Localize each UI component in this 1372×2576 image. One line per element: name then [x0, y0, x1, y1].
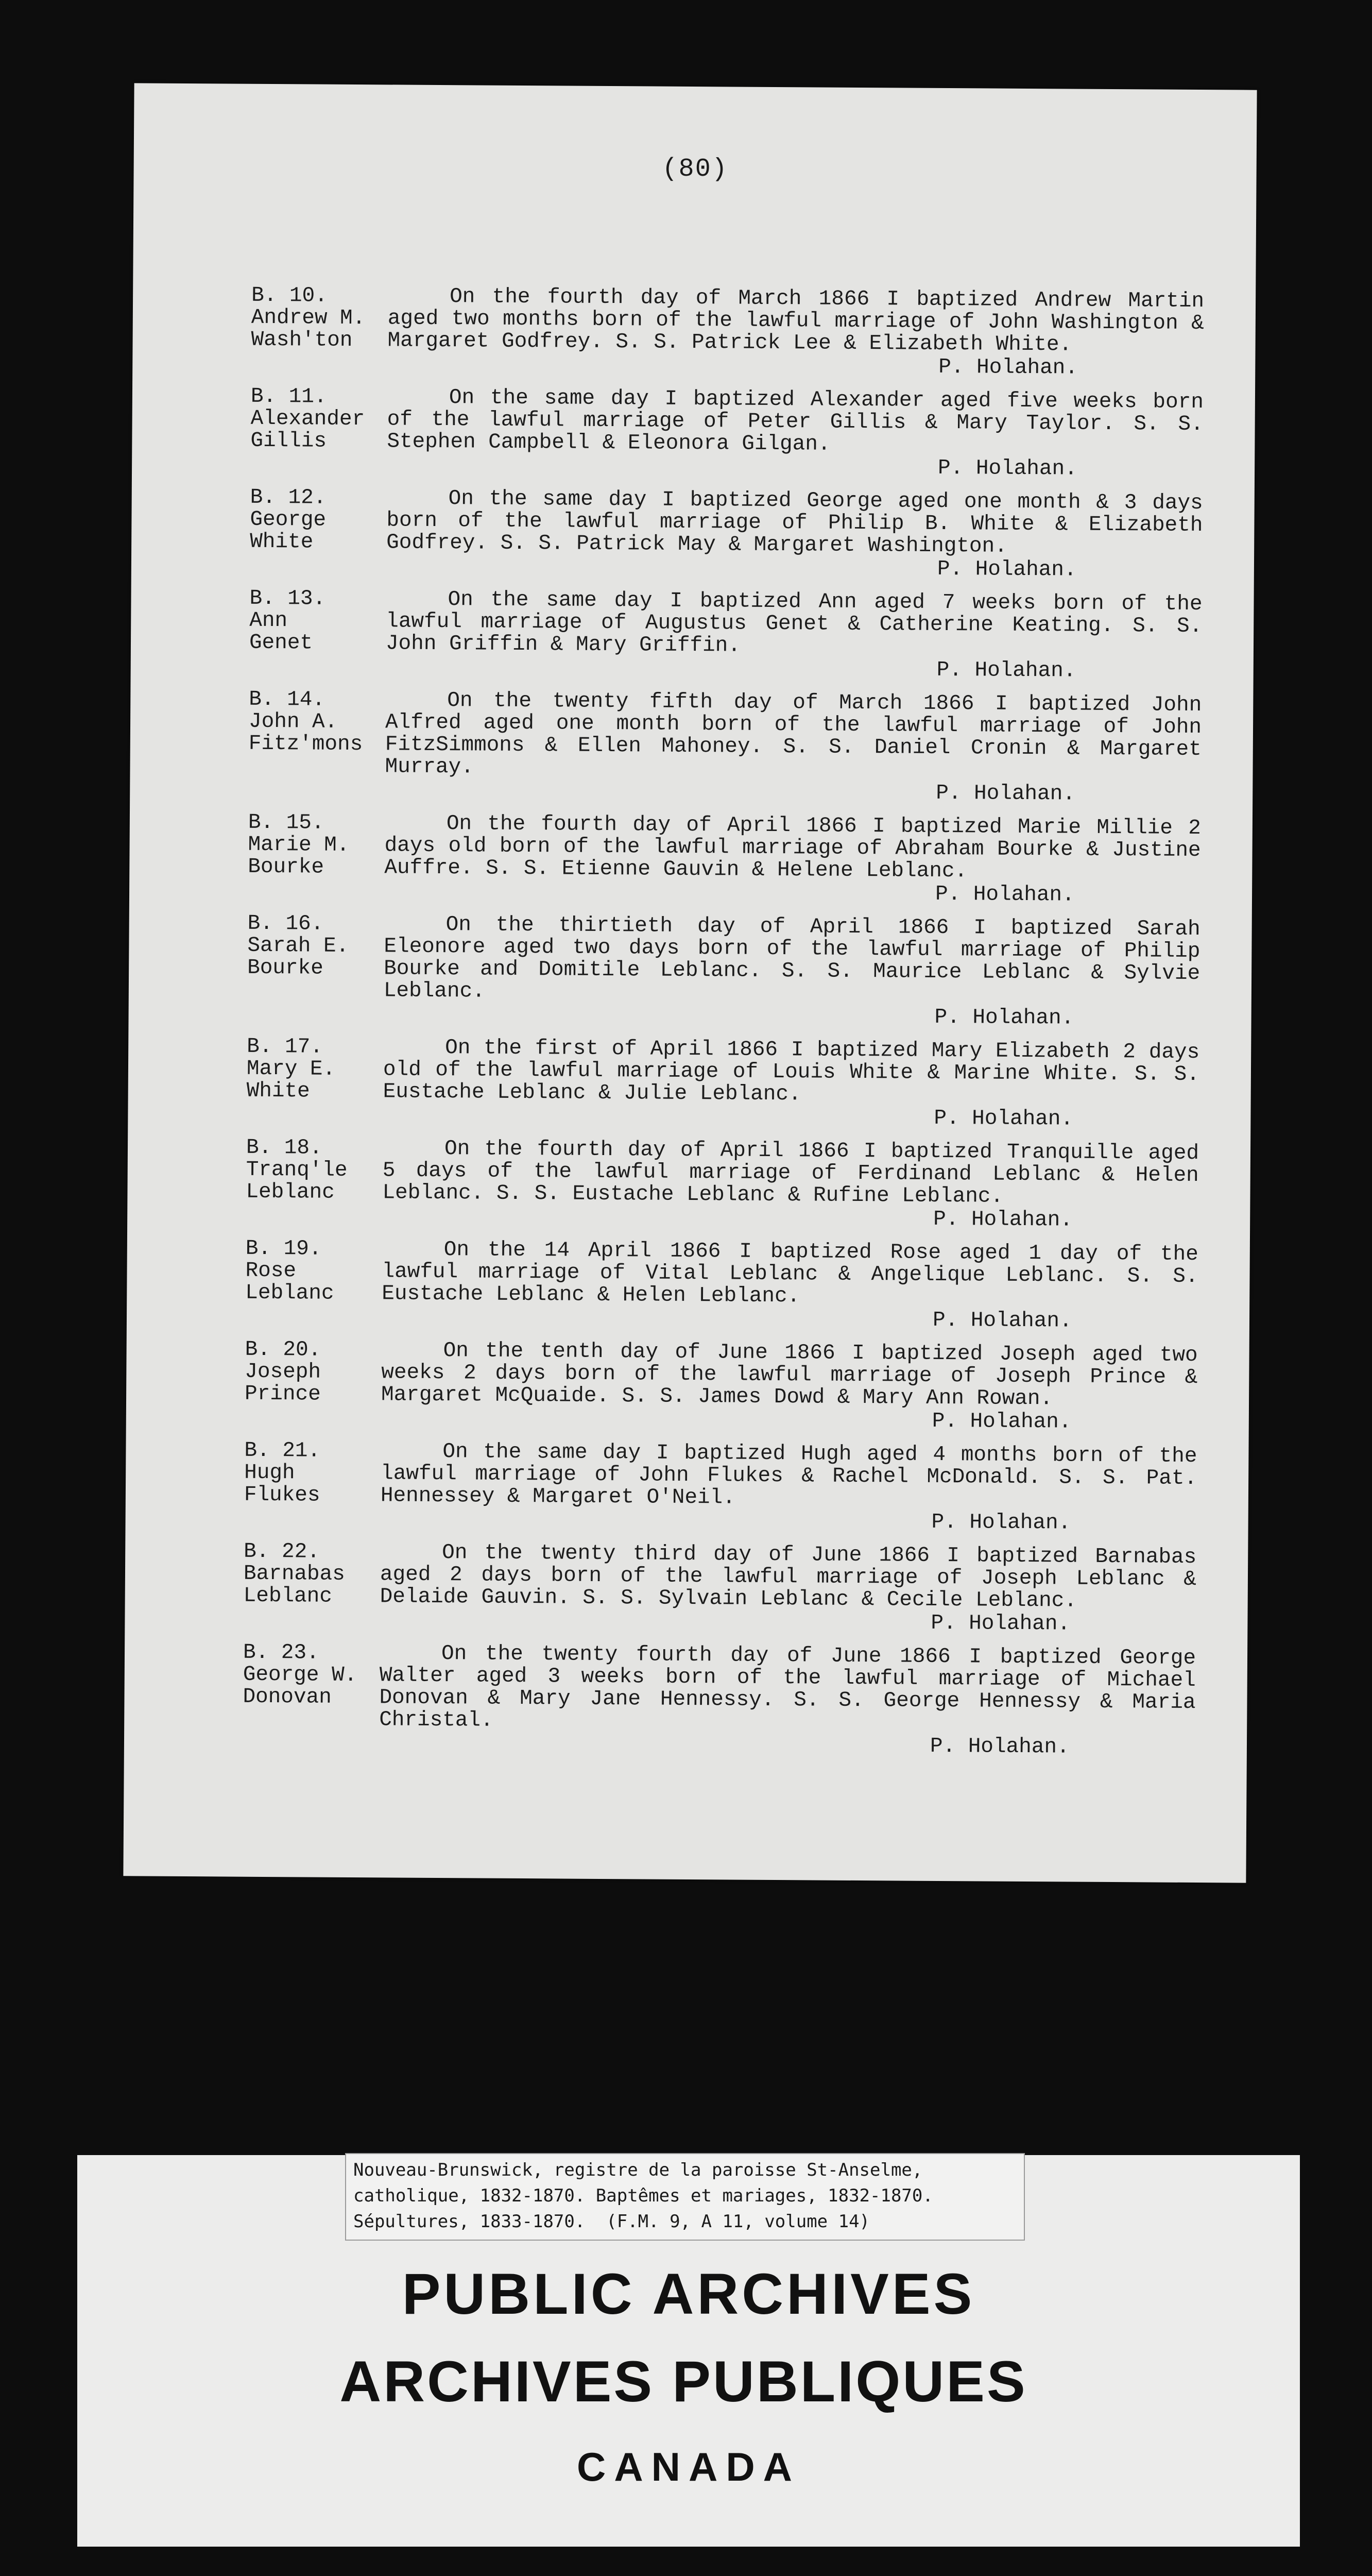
priest-signature: P. Holahan. — [930, 1734, 1070, 1759]
baptism-entry — [245, 1238, 1198, 1333]
priest-signature: P. Holahan. — [937, 557, 1077, 582]
baptism-entry — [246, 1137, 1199, 1232]
entry-margin-label: B. 17. Mary E. White — [246, 1035, 336, 1104]
entry-text: On the fourth day of April 1866 I baptized Tranquille aged 5 days of the lawful marriage of Ferdinand Leblanc & Helen Leblanc. S. S. Eustache Leblanc & Rufine Leblanc. — [382, 1137, 1199, 1209]
entry-body — [382, 1239, 1198, 1333]
entry-margin-label: B. 21. Hugh Flukes — [244, 1438, 321, 1507]
entry-text: On the twenty fifth day of March 1866 I baptized John Alfred aged one month born of the lawful marriage of John FitzSimmons & Ellen Mahoney. S. S. Daniel Cronin & Margaret Murray. — [385, 689, 1202, 779]
catalog-line: catholique, 1832-1870. Baptêmes et mariages, 1832-1870. — [353, 2185, 933, 2206]
priest-signature: P. Holahan. — [931, 1611, 1071, 1636]
register-page — [123, 83, 1257, 1883]
entry-margin-label: B. 15. Marie M. Bourke — [248, 810, 350, 879]
priest-signature: P. Holahan. — [931, 1510, 1071, 1535]
page-number: (80) — [662, 154, 728, 184]
baptism-entries — [243, 285, 1205, 1771]
archive-label-card — [77, 2155, 1300, 2547]
catalog-tab — [345, 2153, 1025, 2241]
archives-publiques-heading: ARCHIVES PUBLIQUES — [339, 2349, 1027, 2414]
entry-body — [387, 285, 1204, 380]
baptism-entry — [250, 386, 1204, 481]
entry-body — [381, 1340, 1198, 1434]
entry-body — [380, 1440, 1197, 1535]
catalog-line: Nouveau-Brunswick, registre de la paroisse St-Anselme, — [353, 2160, 923, 2180]
entry-text: On the thirtieth day of April 1866 I baptized Sarah Eleonore aged two days born of the lawful marriage of Philip Bourke and Domitile Leblanc. S. S. Maurice Leblanc & Sylvie Leblanc. — [383, 913, 1200, 1004]
priest-signature: P. Holahan. — [937, 456, 1077, 481]
baptism-entry — [249, 588, 1203, 683]
baptism-entry — [251, 285, 1204, 380]
entry-body — [386, 487, 1203, 582]
priest-signature: P. Holahan. — [934, 1005, 1074, 1030]
entry-text: On the first of April 1866 I baptized Mary Elizabeth 2 days old of the lawful marriage of Louis White & Marine White. S. S. Eustache Leblanc & Julie Leblanc. — [383, 1036, 1200, 1107]
entry-text: On the twenty third day of June 1866 I baptized Barnabas aged 2 days born of the lawful marriage of Joseph Leblanc & Delaide Gauvin. S. S. Sylvain Leblanc & Cecile Leblanc. — [380, 1541, 1197, 1613]
entry-margin-label: B. 14. John A. Fitz'mons — [248, 687, 363, 757]
baptism-entry — [244, 1440, 1197, 1535]
catalog-line: Sépultures, 1833-1870. (F.M. 9, A 11, volume 14) — [353, 2211, 870, 2232]
entry-margin-label: B. 11. Alexander Gillis — [250, 384, 365, 453]
baptism-entry — [246, 1036, 1199, 1131]
entry-body — [385, 689, 1202, 806]
baptism-entry — [243, 1642, 1196, 1759]
entry-margin-label: B. 12. George White — [250, 485, 327, 554]
priest-signature: P. Holahan. — [936, 658, 1076, 683]
entry-text: On the fourth day of April 1866 I baptized Marie Millie 2 days old born of the lawful marriage of Abraham Bourke & Justine Auffre. S. S. Etienne Gauvin & Helene Leblanc. — [384, 812, 1201, 884]
priest-signature: P. Holahan. — [938, 355, 1078, 380]
entry-body — [380, 1541, 1196, 1636]
baptism-entry — [245, 1339, 1198, 1434]
entry-margin-label: B. 23. George W. Donovan — [243, 1640, 357, 1709]
baptism-entry — [250, 487, 1203, 582]
public-archives-heading: PUBLIC ARCHIVES — [402, 2262, 975, 2326]
entry-text: On the same day I baptized George aged one month & 3 days born of the lawful marriage of Philip B. White & Elizabeth Godfrey. S. S. Patrick May & Margaret Washington. — [386, 487, 1203, 558]
entry-body — [384, 812, 1201, 907]
entry-body — [379, 1642, 1196, 1759]
entry-margin-label: B. 22. Barnabas Leblanc — [243, 1539, 345, 1608]
entry-margin-label: B. 20. Joseph Prince — [244, 1337, 321, 1406]
priest-signature: P. Holahan. — [932, 1409, 1072, 1434]
entry-margin-label: B. 10. Andrew M. Wash'ton — [251, 283, 366, 352]
baptism-entry — [248, 812, 1201, 907]
baptism-entry — [248, 689, 1202, 806]
entry-margin-label: B. 13. Ann Genet — [249, 586, 326, 655]
entry-text: On the fourth day of March 1866 I baptized Andrew Martin aged two months born of the lawful marriage of John Washington & Margaret Godfrey. S. S. Patrick Lee & Elizabeth White. — [387, 285, 1205, 357]
baptism-entry — [243, 1541, 1196, 1636]
entry-text: On the same day I baptized Ann aged 7 weeks born of the lawful marriage of Augustus Genet & Catherine Keating. S. S. John Griffin & Mary Griffin. — [385, 588, 1203, 658]
priest-signature: P. Holahan. — [934, 1106, 1074, 1131]
entry-margin-label: B. 16. Sarah E. Bourke — [247, 911, 349, 980]
entry-text: On the same day I baptized Hugh aged 4 months born of the lawful marriage of John Flukes & Rachel McDonald. S. S. Pat. Hennessey & Margaret O'Neil. — [380, 1440, 1197, 1510]
entry-margin-label: B. 18. Tranq'le Leblanc — [246, 1136, 348, 1205]
baptism-entry — [247, 913, 1200, 1030]
entry-body — [383, 913, 1200, 1030]
entry-body — [386, 588, 1203, 683]
priest-signature: P. Holahan. — [936, 781, 1076, 806]
entry-margin-label: B. 19. Rose Leblanc — [245, 1236, 334, 1306]
priest-signature: P. Holahan. — [933, 1207, 1073, 1232]
entry-text: On the tenth day of June 1866 I baptized Joseph aged two weeks 2 days born of the lawful marriage of Joseph Prince & Margaret McQuaide. S. S. James Dowd & Mary Ann Rowan. — [381, 1339, 1198, 1411]
priest-signature: P. Holahan. — [935, 882, 1075, 907]
priest-signature: P. Holahan. — [932, 1308, 1072, 1333]
country-heading: CANADA — [577, 2444, 800, 2489]
entry-body — [387, 386, 1204, 481]
entry-text: On the same day I baptized Alexander aged five weeks born of the lawful marriage of Peter Gillis & Mary Taylor. S. S. Stephen Campbell & Eleonora Gilgan. — [387, 386, 1204, 456]
entry-text: On the 14 April 1866 I baptized Rose aged 1 day of the lawful marriage of Vital Leblanc & Angelique Leblanc. S. S. Eustache Leblanc & Helen Leblanc. — [382, 1238, 1198, 1309]
entry-body — [383, 1037, 1199, 1131]
entry-text: On the twenty fourth day of June 1866 I baptized George Walter aged 3 weeks born of the lawful marriage of Michael Donovan & Mary Jane Hennessy. S. S. George Hennessy & Maria Christal. — [379, 1642, 1196, 1733]
entry-body — [382, 1138, 1199, 1232]
